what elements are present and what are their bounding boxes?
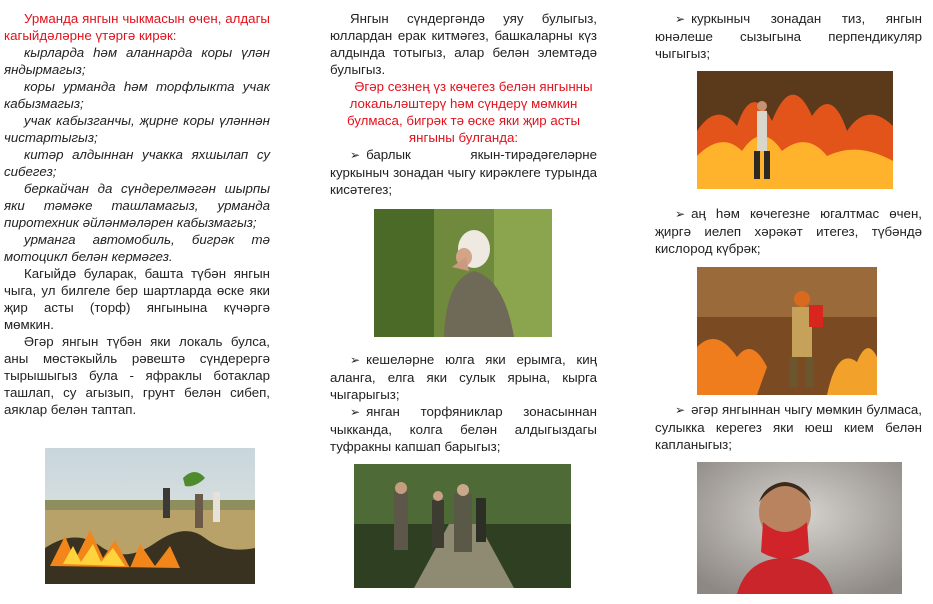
bullet-lead-people: ➢ кешеләрне юлга яки ерымга, киң аланга, елга яки сулык ярына, кырга чыгарыгыз; <box>330 352 597 402</box>
column-2-lower <box>330 351 597 455</box>
bullet-enter-water: ➢ әгәр янгыннан чыгу мөмкин булмаса, сулыкка керегез яки юеш кием белән капланыгыз; <box>655 402 922 452</box>
arrow-bullet-icon: ➢ <box>675 207 686 221</box>
arrow-bullet-icon: ➢ <box>675 403 686 417</box>
photo-boy-covering-face <box>697 462 902 594</box>
bullet-move-low: ➢ аң һәм көчегезне югалтмас өчен, җиргә иелеп хәрәкәт итегез, түбәндә кислород күбрәк; <box>655 206 922 256</box>
arrow-bullet-icon: ➢ <box>350 148 361 162</box>
bullet-probe-ground: ➢ янган торфяниклар зонасыннан чыкканда, колга белән алдыгыздагы туфракны капшап барыгыз; <box>330 404 597 454</box>
column-2 <box>330 10 597 198</box>
paragraph-local-fire: Әгәр янгын түбән яки локаль булса, аны мөстәкыйль рәвештә сүндерергә тырышыгыз була - яфраклы ботаклар ташлап, су агызып, грунт белән сибеп, аяклар белән таптап. <box>4 334 270 417</box>
warning-heading: Әгәр сезнең үз көчегез белән янгынны локальләштерү һәм сүндерү мөмкин булмаса, бигрәк тә өске яки җир асты янгыны булганда: <box>346 79 593 145</box>
column-1 <box>4 10 270 418</box>
photo-woman-calling <box>374 209 552 337</box>
photo-people-beating-fire <box>45 448 255 584</box>
rule-item: беркайчан да сүндерелмәгән шырпы яки тәмәке ташламагыз, урманда пиротехник әйләнмәләрен кабызмагыз; <box>4 181 270 230</box>
arrow-bullet-icon: ➢ <box>675 12 686 26</box>
bullet-warn-people: ➢ барлык якын-тирәдәгеләрне куркыныч зонадан чыгу кирәклеге турында кисәтегез; <box>330 147 597 197</box>
photo-people-walking-forest <box>354 464 571 588</box>
arrow-bullet-icon: ➢ <box>350 353 361 367</box>
photo-firefighter-in-fire <box>697 267 877 395</box>
rule-item: коры урманда һәм торфлыкта учак кабызмагыз; <box>4 79 270 111</box>
rule-item: китәр алдыннан учакка яхшылап су сибегез; <box>4 147 270 179</box>
paragraph-ground-fire: Кагыйдә буларак, башта түбән янгын чыга, ул билгеле бер шартларда өске яки җир асты (торф) янгынына күчәргә мөмкин. <box>4 266 270 332</box>
rule-item: урманга автомобиль, бигрәк тә мотоцикл белән кермәгез. <box>4 232 270 264</box>
arrow-bullet-icon: ➢ <box>350 405 361 419</box>
bullet-exit-perpendicular: ➢ куркыныч зонадан тиз, янгын юнәлеше сызыгына перпендикуляр чыгыгыз; <box>655 11 922 61</box>
column-3 <box>655 10 922 62</box>
photo-man-running-from-fire <box>697 71 893 189</box>
rule-item: учак кабызганчы, җирне коры үләннән чистартыгыз; <box>4 113 270 145</box>
paragraph-stay-alert: Янгын сүндергәндә уяу булыгыз, юллардан ерак китмәгез, башкаларны күз алдында тотыгыз, алар белән элемтәдә булыгыз. <box>330 11 597 77</box>
rule-item: кырларда һәм аланнарда коры үлән яндырмагыз; <box>4 45 270 77</box>
column-3-mid <box>655 205 922 257</box>
column-3-lower <box>655 401 922 453</box>
rules-heading: Урманда янгын чыкмасын өчен, алдагы кагыйдәләрне үтәргә кирәк: <box>4 11 270 43</box>
